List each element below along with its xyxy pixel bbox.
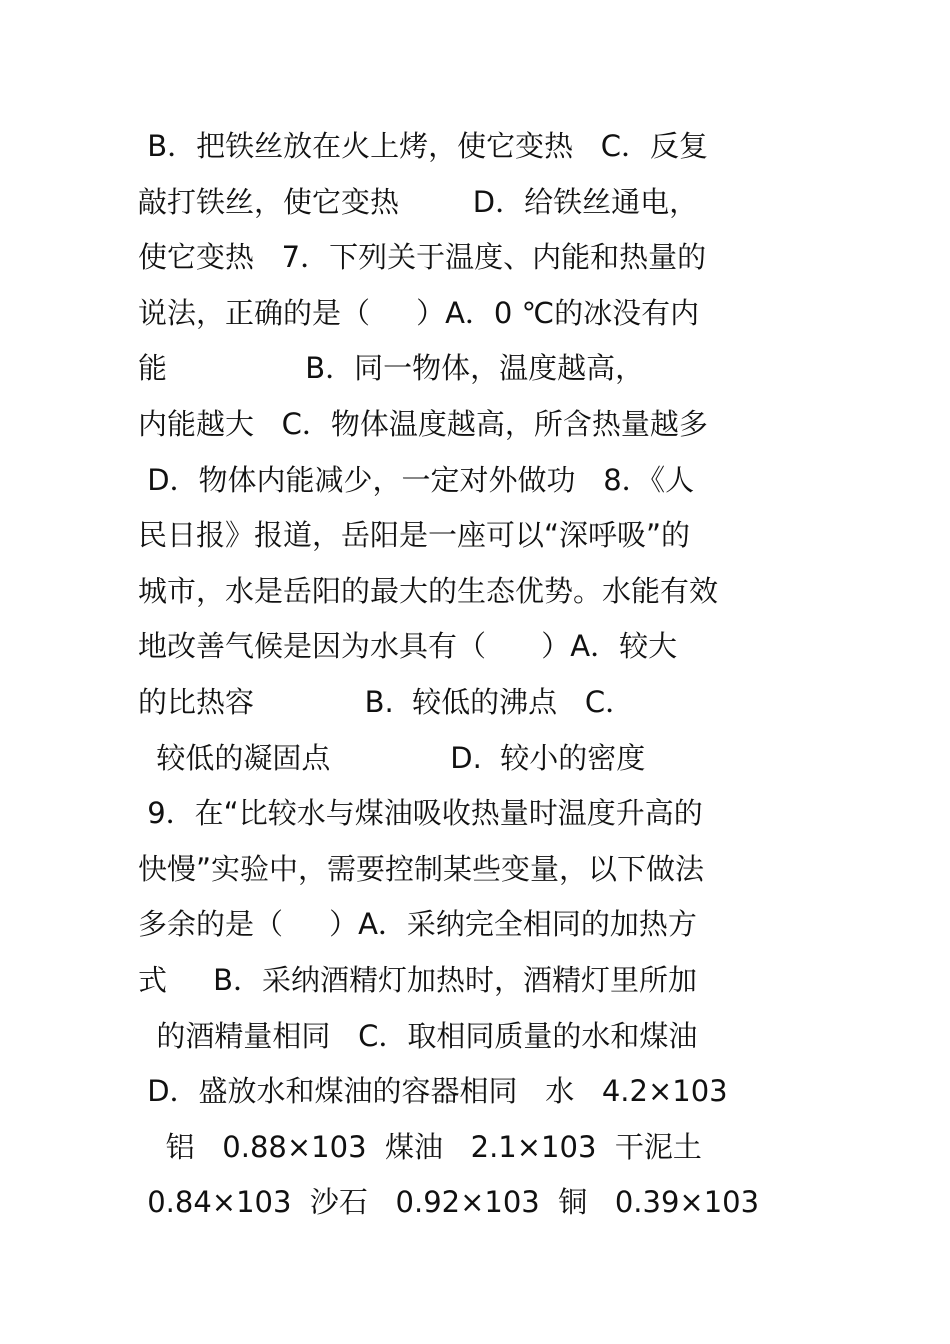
text-line: 地改善气候是因为水具有（ ）A．较大 bbox=[138, 629, 678, 664]
text-line: 多余的是（ ）A．采纳完全相同的加热方 bbox=[138, 907, 697, 942]
text-line: 9．在“比较水与煤油吸收热量时温度升高的 bbox=[138, 796, 703, 831]
text-line: B．把铁丝放在火上烤，使它变热 C．反复 bbox=[138, 129, 709, 163]
text-line: 城市，水是岳阳的最大的生态优势。水能有效 bbox=[138, 573, 719, 608]
text-line: 使它变热 7．下列关于温度、内能和热量的 bbox=[138, 240, 707, 275]
text-line: 式 B．采纳酒精灯加热时，酒精灯里所加 bbox=[138, 962, 697, 997]
document-body bbox=[138, 119, 814, 1231]
text-line: 铝 0.88×103 煤油 2.1×103 干泥土 bbox=[138, 1129, 702, 1164]
text-line: 敲打铁丝，使它变热 D．给铁丝通电， bbox=[138, 184, 699, 219]
text-line: 快慢”实验中，需要控制某些变量，以下做法 bbox=[138, 851, 705, 886]
text-line: 的酒精量相同 C．取相同质量的水和煤油 bbox=[138, 1018, 698, 1053]
text-line: D．盛放水和煤油的容器相同 水 4.2×103 bbox=[138, 1074, 728, 1109]
text-line: 0.84×103 沙石 0.92×103 铜 0.39×103 bbox=[138, 1185, 760, 1220]
text-line: 内能越大 C．物体温度越高，所含热量越多 bbox=[138, 406, 708, 441]
text-line: 民日报》报道，岳阳是一座可以“深呼吸”的 bbox=[138, 518, 691, 553]
text-line: 能 B．同一物体，温度越高， bbox=[138, 351, 645, 386]
text-line: 说法，正确的是（ ）A．0 ℃的冰没有内 bbox=[138, 295, 700, 330]
text-line: D．物体内能减少，一定对外做功 8．《人 bbox=[138, 462, 695, 497]
text-line: 较低的凝固点 D. 较小的密度 bbox=[138, 740, 646, 775]
text-line: 的比热容 B. 较低的沸点 C． bbox=[138, 684, 635, 719]
